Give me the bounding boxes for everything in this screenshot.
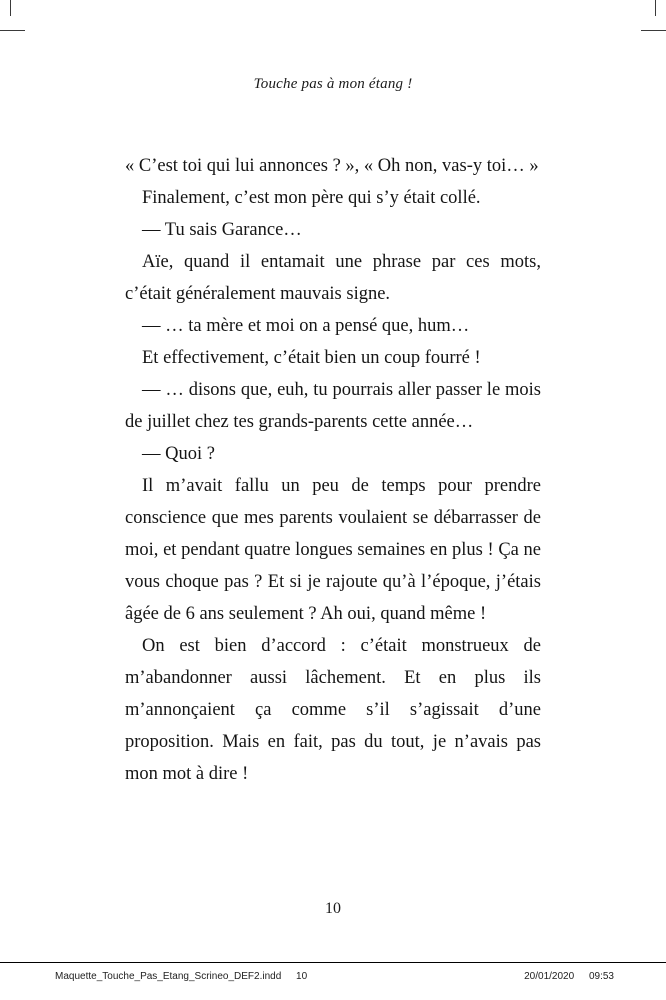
page-number: 10: [325, 900, 341, 917]
body-paragraph-dialogue: — Quoi ?: [142, 444, 215, 464]
slug-line: [55, 971, 614, 982]
body-paragraph-dialogue: — … disons que, euh, tu pourrais aller passer le mois de juillet chez tes grands-parents cette année…: [125, 380, 541, 432]
running-head: Touche pas à mon étang !: [253, 76, 413, 92]
crop-mark-top-left-vertical: [10, 0, 11, 16]
slug-filename: Maquette_Touche_Pas_Etang_Scrineo_DEF2.indd: [55, 971, 282, 982]
body-paragraph: Aïe, quand il entamait une phrase par ces mots, c’était généralement mauvais signe.: [125, 252, 541, 304]
slug-datetime-group: [524, 971, 614, 982]
crop-mark-top-left-horizontal: [0, 30, 25, 31]
body-paragraph: Finalement, c’est mon père qui s’y était collé.: [142, 188, 481, 208]
crop-mark-top-right-horizontal: [641, 30, 666, 31]
body-text-block: [125, 150, 541, 790]
body-paragraph-dialogue: — Tu sais Garance…: [142, 220, 302, 240]
crop-mark-top-right-vertical: [655, 0, 656, 16]
slug-divider-rule: [0, 962, 666, 963]
slug-filename-group: [55, 971, 307, 982]
body-paragraph: On est bien d’accord : c’était monstrueux de m’abandonner aussi lâchement. Et en plus ils m’annonçaient ça comme s’il s’agissait d’une proposition. Mais en fait, pas du tout, je n’avais pas mon mot à dire !: [125, 636, 541, 784]
body-paragraph-dialogue: — … ta mère et moi on a pensé que, hum…: [142, 316, 470, 336]
body-paragraph: « C’est toi qui lui annonces ? », « Oh non, vas-y toi… »: [125, 156, 539, 176]
slug-page-ref: 10: [296, 971, 308, 982]
body-paragraph: Et effectivement, c’était bien un coup fourré !: [142, 348, 481, 368]
body-paragraph: Il m’avait fallu un peu de temps pour prendre conscience que mes parents voulaient se débarrasser de moi, et pendant quatre longues semaines en plus ! Ça ne vous choque pas ? Et si je rajoute qu’à l’époque, j’étais âgée de 6 ans seulement ? Ah oui, quand même !: [125, 476, 541, 624]
slug-time: 09:53: [588, 971, 614, 982]
slug-date: 20/01/2020: [524, 971, 575, 982]
